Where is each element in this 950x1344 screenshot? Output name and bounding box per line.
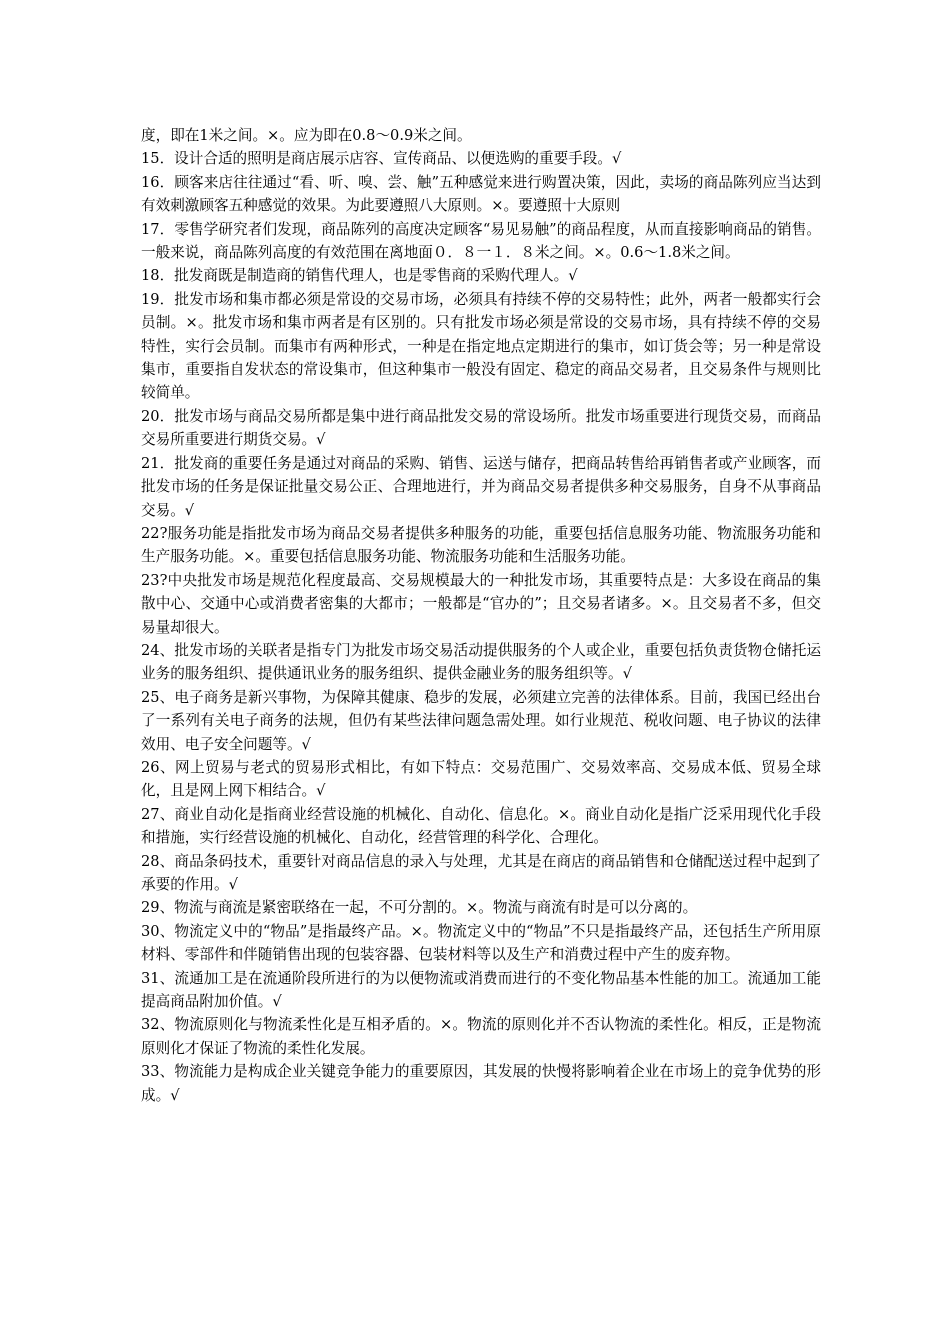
paragraph-item-25: 25、电子商务是新兴事物，为保障其健康、稳步的发展，必须建立完善的法律体系。目前，我国已经出台了一系列有关电子商务的法规，但仍有某些法律问题急需处理。如行业规范、税收问题、电子协议的法律效用、电子安全问题等。√ (141, 688, 821, 753)
paragraph-item-28: 28、商品条码技术，重要针对商品信息的录入与处理，尤其是在商店的商品销售和仓储配送过程中起到了承要的作用。√ (141, 852, 821, 893)
document-body (141, 124, 821, 1107)
paragraph-item-26: 26、网上贸易与老式的贸易形式相比，有如下特点：交易范围广、交易效率高、交易成本低、贸易全球化，且是网上网下相结合。√ (141, 758, 821, 800)
paragraph-item-24: 24、批发市场的关联者是指专门为批发市场交易活动提供服务的个人或企业，重要包括负责货物仓储托运业务的服务组织、提供通讯业务的服务组织、提供金融业务的服务组织等。√ (141, 641, 821, 683)
paragraph-item-32: 32、物流原则化与物流柔性化是互相矛盾的。×。物流的原则化并不否认物流的柔性化。相反，正是物流原则化才保证了物流的柔性化发展。 (141, 1016, 821, 1057)
paragraph-item-18: 18．批发商既是制造商的销售代理人，也是零售商的采购代理人。√ (141, 267, 578, 285)
paragraph-item-30: 30、物流定义中的“物品”是指最终产品。×。物流定义中的“物品”不只是指最终产品，还包括生产所用原材料、零部件和伴随销售出现的包装容器、包装材料等以及生产和消费过程中产生的废弃物。 (141, 922, 821, 964)
paragraph-continuation: 度，即在1米之间。×。应为即在0.8～0.9米之间。 (141, 127, 472, 144)
paragraph-item-29: 29、物流与商流是紧密联络在一起，不可分割的。×。物流与商流有时是可以分离的。 (141, 899, 698, 917)
paragraph-item-19: 19．批发市场和集市都必须是常设的交易市场，必须具有持续不停的交易特性；此外，两者一般都实行会员制。×。批发市场和集市两者是有区别的。只有批发市场必须是常设的交易市场，具有持续不停的交易特性，实行会员制。而集市有两种形式，一种是在指定地点定期进行的集市，如订货会等；另一种是常设集市，重要指自发状态的常设集市，但这种集市一般没有固定、稳定的商品交易者，且交易条件与规则比较简单。 (141, 290, 821, 402)
paragraph-item-15: 15．设计合适的照明是商店展示店容、宣传商品、以便选购的重要手段。√ (141, 150, 622, 168)
paragraph-item-31: 31、流通加工是在流通阶段所进行的为以便物流或消费而进行的不变化物品基本性能的加工。流通加工能提高商品附加价值。√ (141, 969, 821, 1011)
paragraph-item-21: 21．批发商的重要任务是通过对商品的采购、销售、运送与储存，把商品转售给再销售者或产业顾客，而批发市场的任务是保证批量交易公正、合理地进行，并为商品交易者提供多种交易服务，自身不从事商品交易。√ (141, 454, 821, 519)
paragraph-item-27: 27、商业自动化是指商业经营设施的机械化、自动化、信息化。×。商业自动化是指广泛采用现代化手段和措施，实行经营设施的机械化、自动化，经营管理的科学化、合理化。 (141, 805, 821, 847)
paragraph-item-17: 17．零售学研究者们发现，商品陈列的高度决定顾客“易见易触”的商品程度，从而直接影响商品的销售。一般来说，商品陈列高度的有效范围在离地面０．８一１．８米之间。×。0.6～1.8米之间。 (141, 220, 821, 262)
paragraph-item-22: 22?服务功能是指批发市场为商品交易者提供多种服务的功能，重要包括信息服务功能、物流服务功能和生产服务功能。×。重要包括信息服务功能、物流服务功能和生活服务功能。 (141, 524, 821, 566)
paragraph-item-16: 16．顾客来店往往通过“看、听、嗅、尝、触”五种感觉来进行购置决策，因此，卖场的商品陈列应当达到有效刺激顾客五种感觉的效果。为此要遵照八大原则。×。要遵照十大原则 (141, 173, 821, 215)
paragraph-item-33: 33、物流能力是构成企业关键竞争能力的重要原因，其发展的快慢将影响着企业在市场上的竞争优势的形成。√ (141, 1063, 821, 1104)
paragraph-item-20: 20．批发市场与商品交易所都是集中进行商品批发交易的常设场所。批发市场重要进行现货交易，而商品交易所重要进行期货交易。√ (141, 407, 821, 449)
paragraph-item-23: 23?中央批发市场是规范化程度最高、交易规模最大的一种批发市场，其重要特点是：大多设在商品的集散中心、交通中心或消费者密集的大都市；一般都是“官办的”；且交易者诸多。×。且交易者不多，但交易量却很大。 (141, 571, 821, 636)
